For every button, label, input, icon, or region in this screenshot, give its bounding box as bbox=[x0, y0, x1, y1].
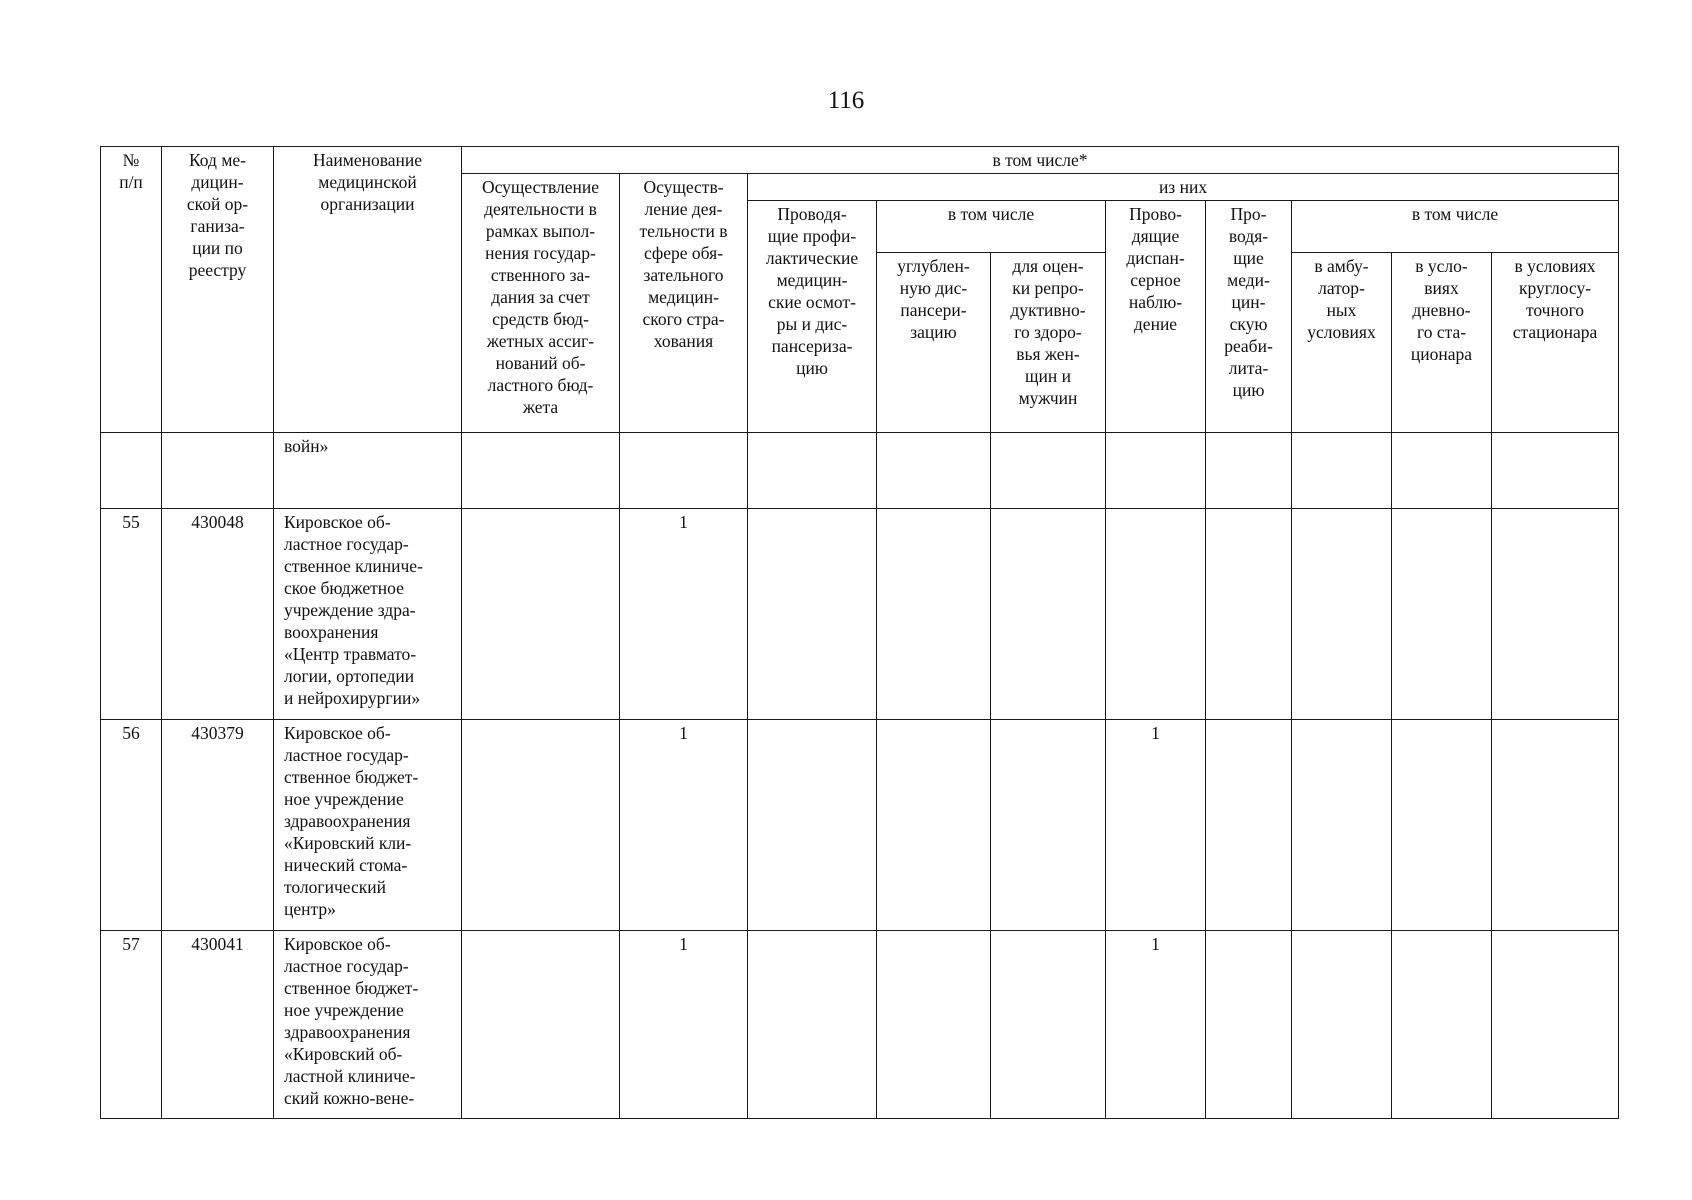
cell-code: 430048 bbox=[162, 509, 274, 720]
cell-repro bbox=[991, 509, 1106, 720]
cell-day bbox=[1392, 931, 1492, 1119]
cell-round bbox=[1492, 931, 1619, 1119]
header-day: в усло- виях дневно- го ста- ционара bbox=[1392, 253, 1492, 433]
cell-round bbox=[1492, 433, 1619, 509]
cell-budget bbox=[462, 931, 620, 1119]
cell-code: 430379 bbox=[162, 720, 274, 931]
cell-num: 56 bbox=[101, 720, 162, 931]
cell-code: 430041 bbox=[162, 931, 274, 1119]
cell-name: Кировское об- ластное государ- ственное клиниче- ское бюджетное учреждение здра- воохранения «Центр травмато- логии, ортопедии и нейрохирургии» bbox=[274, 509, 462, 720]
cell-disp bbox=[1106, 433, 1206, 509]
cell-repro bbox=[991, 931, 1106, 1119]
cell-deep bbox=[877, 433, 991, 509]
page-number: 116 bbox=[827, 87, 865, 114]
header-including-2: в том числе bbox=[877, 201, 1106, 253]
cell-oms bbox=[620, 433, 748, 509]
cell-prof bbox=[748, 433, 877, 509]
header-amb: в амбу- латор- ных условиях bbox=[1292, 253, 1392, 433]
cell-amb bbox=[1292, 509, 1392, 720]
cell-oms: 1 bbox=[620, 509, 748, 720]
header-including: в том числе* bbox=[462, 147, 1619, 174]
header-round: в условиях круглосу- точного стационара bbox=[1492, 253, 1619, 433]
header-oms: Осуществ- ление дея- тельности в сфере обя- зательного медицин- ского стра- хования bbox=[620, 174, 748, 433]
header-of-them: из них bbox=[748, 174, 1619, 201]
header-num: № п/п bbox=[101, 147, 162, 433]
cell-deep bbox=[877, 509, 991, 720]
cell-num: 55 bbox=[101, 509, 162, 720]
header-prof: Проводя- щие профи- лактические медицин- ские осмот- ры и дис- пансериза- цию bbox=[748, 201, 877, 433]
cell-name: войн» bbox=[274, 433, 462, 509]
cell-repro bbox=[991, 433, 1106, 509]
table-row bbox=[101, 720, 1619, 931]
table-body bbox=[101, 433, 1619, 1119]
cell-code bbox=[162, 433, 274, 509]
cell-disp: 1 bbox=[1106, 720, 1206, 931]
cell-day bbox=[1392, 720, 1492, 931]
table-row bbox=[101, 509, 1619, 720]
cell-rehab bbox=[1206, 433, 1292, 509]
cell-budget bbox=[462, 509, 620, 720]
cell-budget bbox=[462, 433, 620, 509]
cell-rehab bbox=[1206, 509, 1292, 720]
cell-amb bbox=[1292, 720, 1392, 931]
header-deep: углублен- ную дис- пансери- зацию bbox=[877, 253, 991, 433]
cell-budget bbox=[462, 720, 620, 931]
cell-round bbox=[1492, 720, 1619, 931]
cell-rehab bbox=[1206, 720, 1292, 931]
cell-deep bbox=[877, 931, 991, 1119]
cell-amb bbox=[1292, 931, 1392, 1119]
header-name: Наименование медицинской организации bbox=[274, 147, 462, 433]
cell-day bbox=[1392, 509, 1492, 720]
cell-oms: 1 bbox=[620, 931, 748, 1119]
table-row bbox=[101, 931, 1619, 1119]
cell-prof bbox=[748, 720, 877, 931]
header-budget: Осуществление деятельности в рамках выпол- нения государ- ственного за- дания за счет средств бюд- жетных ассиг- нований об- ластного бюд- жета bbox=[462, 174, 620, 433]
header-disp: Прово- дящие диспан- серное наблю- дение bbox=[1106, 201, 1206, 433]
cell-day bbox=[1392, 433, 1492, 509]
registry-table bbox=[100, 146, 1619, 1119]
cell-prof bbox=[748, 509, 877, 720]
header-repro: для оцен- ки репро- дуктивно- го здоро- вья жен- щин и мужчин bbox=[991, 253, 1106, 433]
cell-amb bbox=[1292, 433, 1392, 509]
cell-oms: 1 bbox=[620, 720, 748, 931]
table-header bbox=[101, 147, 1619, 433]
cell-prof bbox=[748, 931, 877, 1119]
cell-disp: 1 bbox=[1106, 931, 1206, 1119]
cell-rehab bbox=[1206, 931, 1292, 1119]
cell-repro bbox=[991, 720, 1106, 931]
cell-num bbox=[101, 433, 162, 509]
cell-name: Кировское об- ластное государ- ственное бюджет- ное учреждение здравоохранения «Кировский кли- нический стома- тологический центр» bbox=[274, 720, 462, 931]
header-including-3: в том числе bbox=[1292, 201, 1619, 253]
cell-name: Кировское об- ластное государ- ственное бюджет- ное учреждение здравоохранения «Кировский об- ластной клиниче- ский кожно-вене- bbox=[274, 931, 462, 1119]
header-rehab: Про- водя- щие меди- цин- скую реаби- лита- цию bbox=[1206, 201, 1292, 433]
table-row bbox=[101, 433, 1619, 509]
cell-round bbox=[1492, 509, 1619, 720]
cell-num: 57 bbox=[101, 931, 162, 1119]
cell-deep bbox=[877, 720, 991, 931]
cell-disp bbox=[1106, 509, 1206, 720]
header-code: Код ме- дицин- ской ор- ганиза- ции по реестру bbox=[162, 147, 274, 433]
